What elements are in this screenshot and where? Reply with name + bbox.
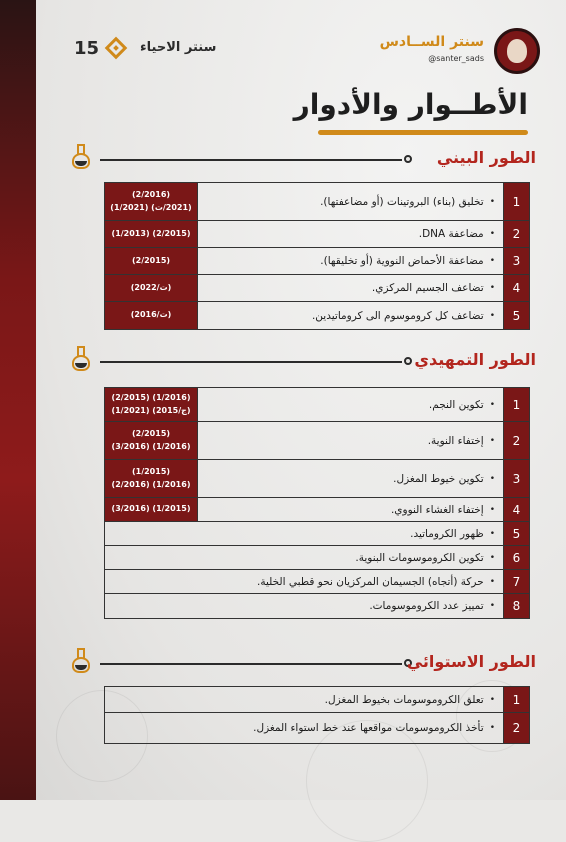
row-number: 8 [503,594,529,618]
flask-icon [70,346,92,374]
exam-references [105,422,198,459]
page-number: 15 [74,38,100,59]
row-text: مضاعفة الأحماض النووية (أو تخليقها). [320,255,484,267]
section-dot [404,357,412,365]
exam-reference: (2021/ت) (1/2021) [110,202,192,212]
row-text-cell [198,687,503,712]
exam-reference: (1/2016) (3/2016) [111,441,191,451]
table-row [105,275,529,302]
exam-references [105,713,198,743]
exam-references [105,302,198,329]
row-text-cell [198,422,503,459]
table-row [105,388,529,422]
bullet-icon: • [489,576,495,587]
row-text: إختفاء النوية. [427,434,484,447]
section-header [70,350,536,374]
row-number: 2 [503,713,529,743]
bullet-icon: • [489,256,495,266]
table-row [105,248,529,275]
phase-table [104,387,530,619]
table-row [105,183,529,221]
exam-references [105,546,198,569]
section-header [70,148,536,172]
row-text-cell [198,522,503,545]
table-row [105,546,529,570]
exam-reference: (2/2015) [131,255,171,265]
exam-references [105,687,198,712]
table-row [105,594,529,618]
section-divider [100,361,402,363]
bullet-icon: • [489,399,495,410]
row-number: 5 [503,522,529,545]
row-number: 1 [503,388,529,421]
flask-icon [70,648,92,676]
table-row [105,687,529,713]
bullet-icon: • [489,229,495,239]
bullet-icon: • [489,552,495,563]
row-text: تمييز عدد الكروموسومات. [369,600,484,612]
exam-references [105,570,198,593]
exam-reference: (1/2015) (3/2016) [111,504,191,514]
exam-references [105,594,198,618]
row-number: 2 [503,221,529,247]
row-text-cell [198,302,503,329]
bullet-icon: • [489,723,495,733]
row-text: إختفاء الغشاء النووي. [390,503,484,516]
section-header [70,652,536,676]
row-text-cell [198,248,503,274]
phase-table [104,182,530,330]
section-title: الطور الاستوائي [406,652,536,671]
exam-reference: (1/2016) (2/2015) [111,393,191,403]
section-title: الطور البيني [436,148,536,167]
left-red-bar [0,0,36,800]
table-row [105,522,529,546]
row-text-cell [198,183,503,220]
exam-reference: (ت/2022) [130,282,172,292]
table-row [105,570,529,594]
exam-reference: (ت/2016) [130,310,172,320]
row-text-cell [198,594,503,618]
section-title: الطور التمهيدي [414,350,536,369]
flask-icon [70,144,92,172]
exam-references [105,522,198,545]
row-number: 4 [503,275,529,301]
row-text: تكوين الكروموسومات البنوية. [355,551,484,564]
row-text-cell [198,275,503,301]
row-text-cell [198,221,503,247]
row-text: تكوين خيوط المغزل. [393,472,484,485]
exam-references [105,498,198,521]
table-row [105,422,529,460]
phase-table [104,686,530,744]
bullet-icon: • [489,528,495,539]
section-divider [100,663,402,665]
exam-reference: (1/2015) [131,467,171,477]
row-text-cell [198,498,503,521]
bullet-icon: • [489,694,495,705]
header-subtitle: سنتر الاحياء [140,40,217,55]
bullet-icon: • [489,601,495,611]
row-number: 2 [503,422,529,459]
row-number: 1 [503,687,529,712]
row-text-cell [198,546,503,569]
row-text: تكوين النجم. [428,398,484,411]
title-underline [318,130,528,135]
brand-handle: @santer_sads [428,54,484,63]
exam-references [105,275,198,301]
row-number: 1 [503,183,529,220]
row-text: ظهور الكروماتيد. [410,527,484,540]
row-text: حركة (أتجاه) الجسيمان المركزيان نحو قطبي الخلية. [257,575,484,588]
exam-reference: (2/2016) [131,190,171,200]
brand-name: سنتر الســادس [379,34,484,50]
exam-references [105,460,198,497]
bullet-icon: • [489,473,495,484]
row-text-cell [198,460,503,497]
exam-reference: (2/2015) (1/2013) [111,228,191,238]
row-text: تعلق الكروموسومات بخيوط المغزل. [324,693,484,706]
bullet-icon: • [489,196,495,207]
exam-references [105,388,198,421]
section-dot [404,155,412,163]
page-title: الأطــوار والأدوار [293,88,528,121]
exam-references [105,248,198,274]
row-text: تأخذ الكروموسومات مواقعها عند خط استواء المغزل. [253,722,484,734]
table-row [105,302,529,329]
row-number: 5 [503,302,529,329]
table-row [105,498,529,522]
brand-logo [494,28,540,74]
table-row [105,460,529,498]
exam-reference: (ج/2015) (1/2021) [111,405,191,415]
row-number: 4 [503,498,529,521]
exam-reference: (1/2016) (2/2016) [111,479,191,489]
row-number: 6 [503,546,529,569]
exam-reference: (2/2015) [131,429,171,439]
bullet-icon: • [489,504,495,515]
section-divider [100,159,402,161]
row-text-cell [198,388,503,421]
row-text: تضاعف كل كروموسوم الى كروماتيدين. [311,309,484,322]
bullet-icon: • [489,283,495,293]
table-row [105,713,529,743]
row-text-cell [198,570,503,593]
row-text: تضاعف الجسيم المركزي. [371,282,484,294]
row-number: 3 [503,248,529,274]
row-text: مضاعفة DNA. [418,228,484,240]
row-text-cell [198,713,503,743]
row-text: تخليق (بناء) البروتينات (أو مضاعفتها). [320,195,484,208]
row-number: 7 [503,570,529,593]
table-row [105,221,529,248]
exam-references [105,183,198,220]
bullet-icon: • [489,310,495,321]
row-number: 3 [503,460,529,497]
exam-references [105,221,198,247]
bullet-icon: • [489,435,495,446]
